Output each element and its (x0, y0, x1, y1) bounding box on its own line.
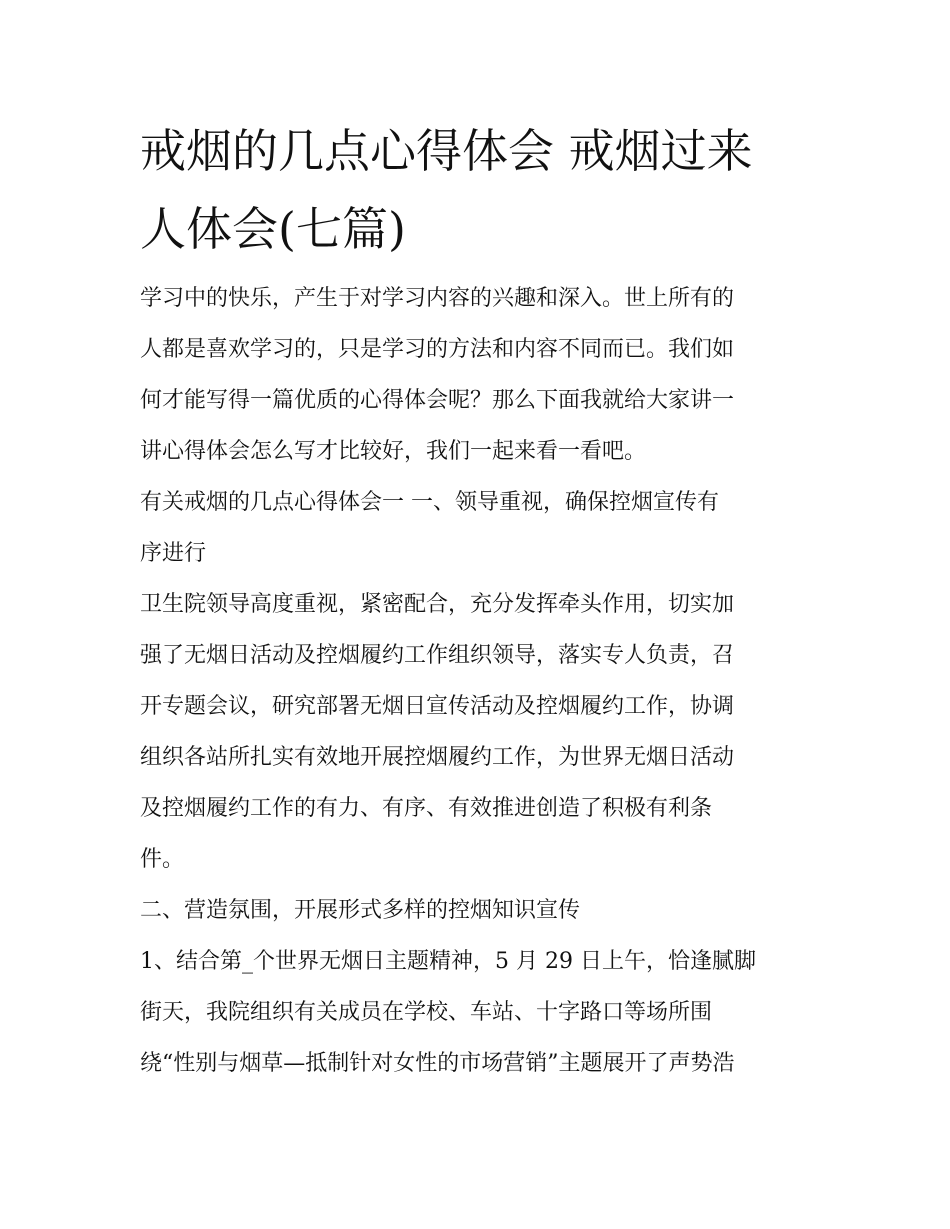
text-line: 强了无烟日活动及控烟履约工作组织领导，落实专人负责，召 (140, 643, 735, 668)
text-line: 组织各站所扎实有效地开展控烟履约工作，为世界无烟日活动 (140, 745, 735, 770)
text-line: 开专题会议，研究部署无烟日宣传活动及控烟履约工作，协调 (140, 694, 735, 719)
text-line: 卫生院领导高度重视，紧密配合，充分发挥牵头作用，切实加 (140, 592, 735, 617)
text-line: 有关戒烟的几点心得体会一 一、领导重视，确保控烟宣传有 (140, 490, 719, 515)
text-line: 序进行 (140, 541, 207, 566)
text-line: 街天，我院组织有关成员在学校、车站、十字路口等场所围 (140, 1000, 713, 1025)
document-body (140, 273, 820, 1089)
text-line: 绕“性别与烟草—抵制针对女性的市场营销”主题展开了声势浩 (140, 1051, 735, 1076)
text-line: 1、结合第_个世界无烟日主题精神，5 月 29 日上午，恰逢腻脚 (140, 949, 756, 974)
title-line: 人体会(七篇) (140, 202, 406, 256)
text-line: 人都是喜欢学习的，只是学习的方法和内容不同而已。我们如 (140, 337, 735, 362)
title-line: 戒烟的几点心得体会 戒烟过来 (140, 124, 753, 178)
text-line: 件。 (140, 847, 185, 872)
text-line: 及控烟履约工作的有力、有序、有效推进创造了积极有利条 (140, 796, 713, 821)
text-line: 二、营造氛围，开展形式多样的控烟知识宣传 (140, 898, 581, 923)
text-line: 何才能写得一篇优质的心得体会呢？那么下面我就给大家讲一 (140, 388, 735, 413)
text-line: 讲心得体会怎么写才比较好，我们一起来看一看吧。 (140, 439, 647, 464)
text-line: 学习中的快乐，产生于对学习内容的兴趣和深入。世上所有的 (140, 286, 735, 311)
document-title (140, 112, 820, 268)
